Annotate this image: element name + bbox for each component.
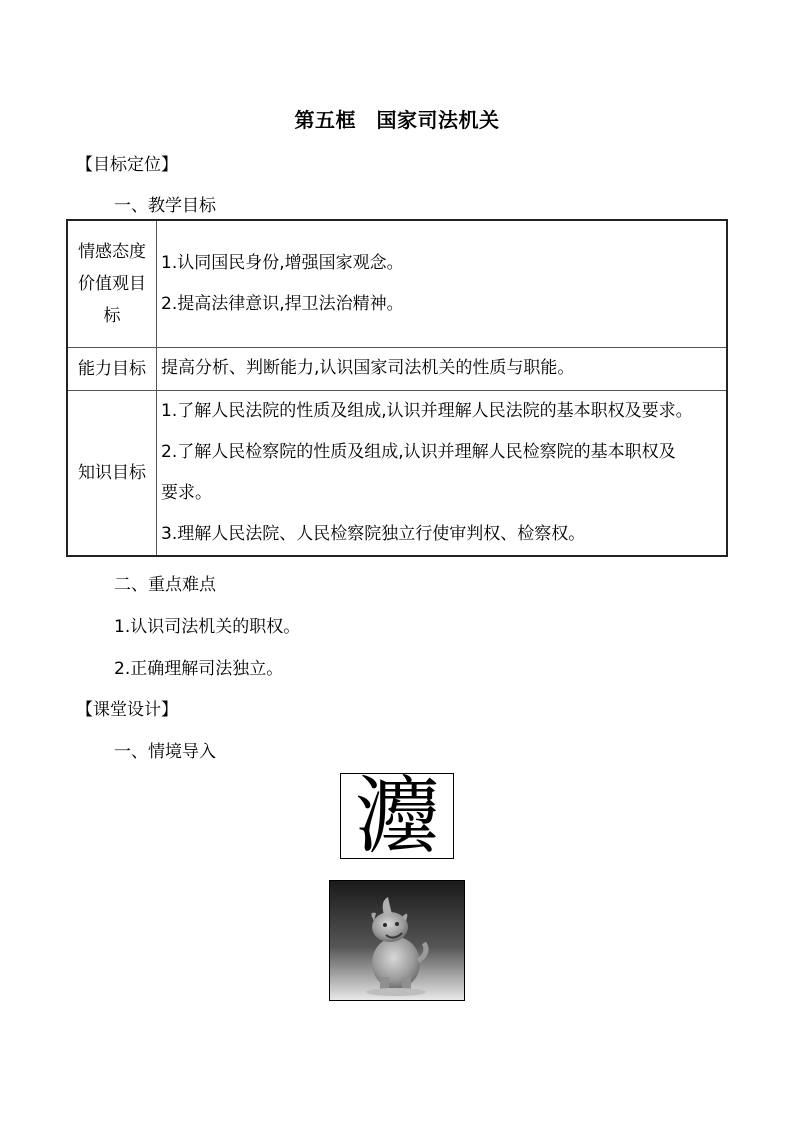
- content-line: 2.提高法律意识,捍卫法治精神。: [161, 293, 404, 314]
- xiezhi-statue-photo: [329, 880, 465, 1001]
- row-content-knowledge: [157, 390, 728, 556]
- key-point-2: 2.正确理解司法独立。: [114, 659, 284, 679]
- ancient-fa-character-box: [340, 773, 454, 859]
- label-line: 情感态度: [78, 241, 146, 262]
- row-content-attitude: [157, 220, 728, 347]
- table-row: [67, 347, 727, 390]
- key-point-1: 1.认识司法机关的职权。: [114, 617, 301, 637]
- label-line: 标: [103, 305, 121, 326]
- content-line: 1.了解人民法院的性质及组成,认识并理解人民法院的基本职权及要求。: [161, 400, 693, 421]
- label-line: 能力目标: [78, 358, 146, 379]
- row-label-knowledge: [67, 390, 157, 556]
- content-line: 2.了解人民检察院的性质及组成,认识并理解人民检察院的基本职权及: [161, 441, 676, 462]
- xiezhi-statue-image: [330, 881, 464, 1000]
- row-label-attitude: [67, 220, 157, 347]
- label-line: 知识目标: [78, 462, 146, 483]
- row-label-ability: [67, 347, 157, 390]
- content-line: 提高分析、判断能力,认识国家司法机关的性质与职能。: [161, 358, 575, 378]
- ancient-fa-character: 灋: [354, 773, 439, 859]
- label-line: 价值观目: [78, 273, 146, 294]
- content-line: 1.认同国民身份,增强国家观念。: [161, 252, 404, 273]
- section-goal-positioning: 【目标定位】: [76, 155, 178, 175]
- section-classroom-design: 【课堂设计】: [76, 700, 178, 720]
- table-row: [67, 220, 727, 347]
- content-line: 要求。: [161, 482, 212, 503]
- content-line: 3.理解人民法院、人民检察院独立行使审判权、检察权。: [161, 523, 586, 544]
- section-teaching-goals: 一、教学目标: [114, 196, 216, 216]
- row-content-ability: [157, 347, 728, 390]
- page-title: 第五框 国家司法机关: [294, 108, 500, 132]
- table-row: [67, 390, 727, 556]
- section-scenario-intro: 一、情境导入: [114, 742, 216, 762]
- section-key-difficult: 二、重点难点: [114, 575, 216, 595]
- goals-table: [66, 219, 728, 557]
